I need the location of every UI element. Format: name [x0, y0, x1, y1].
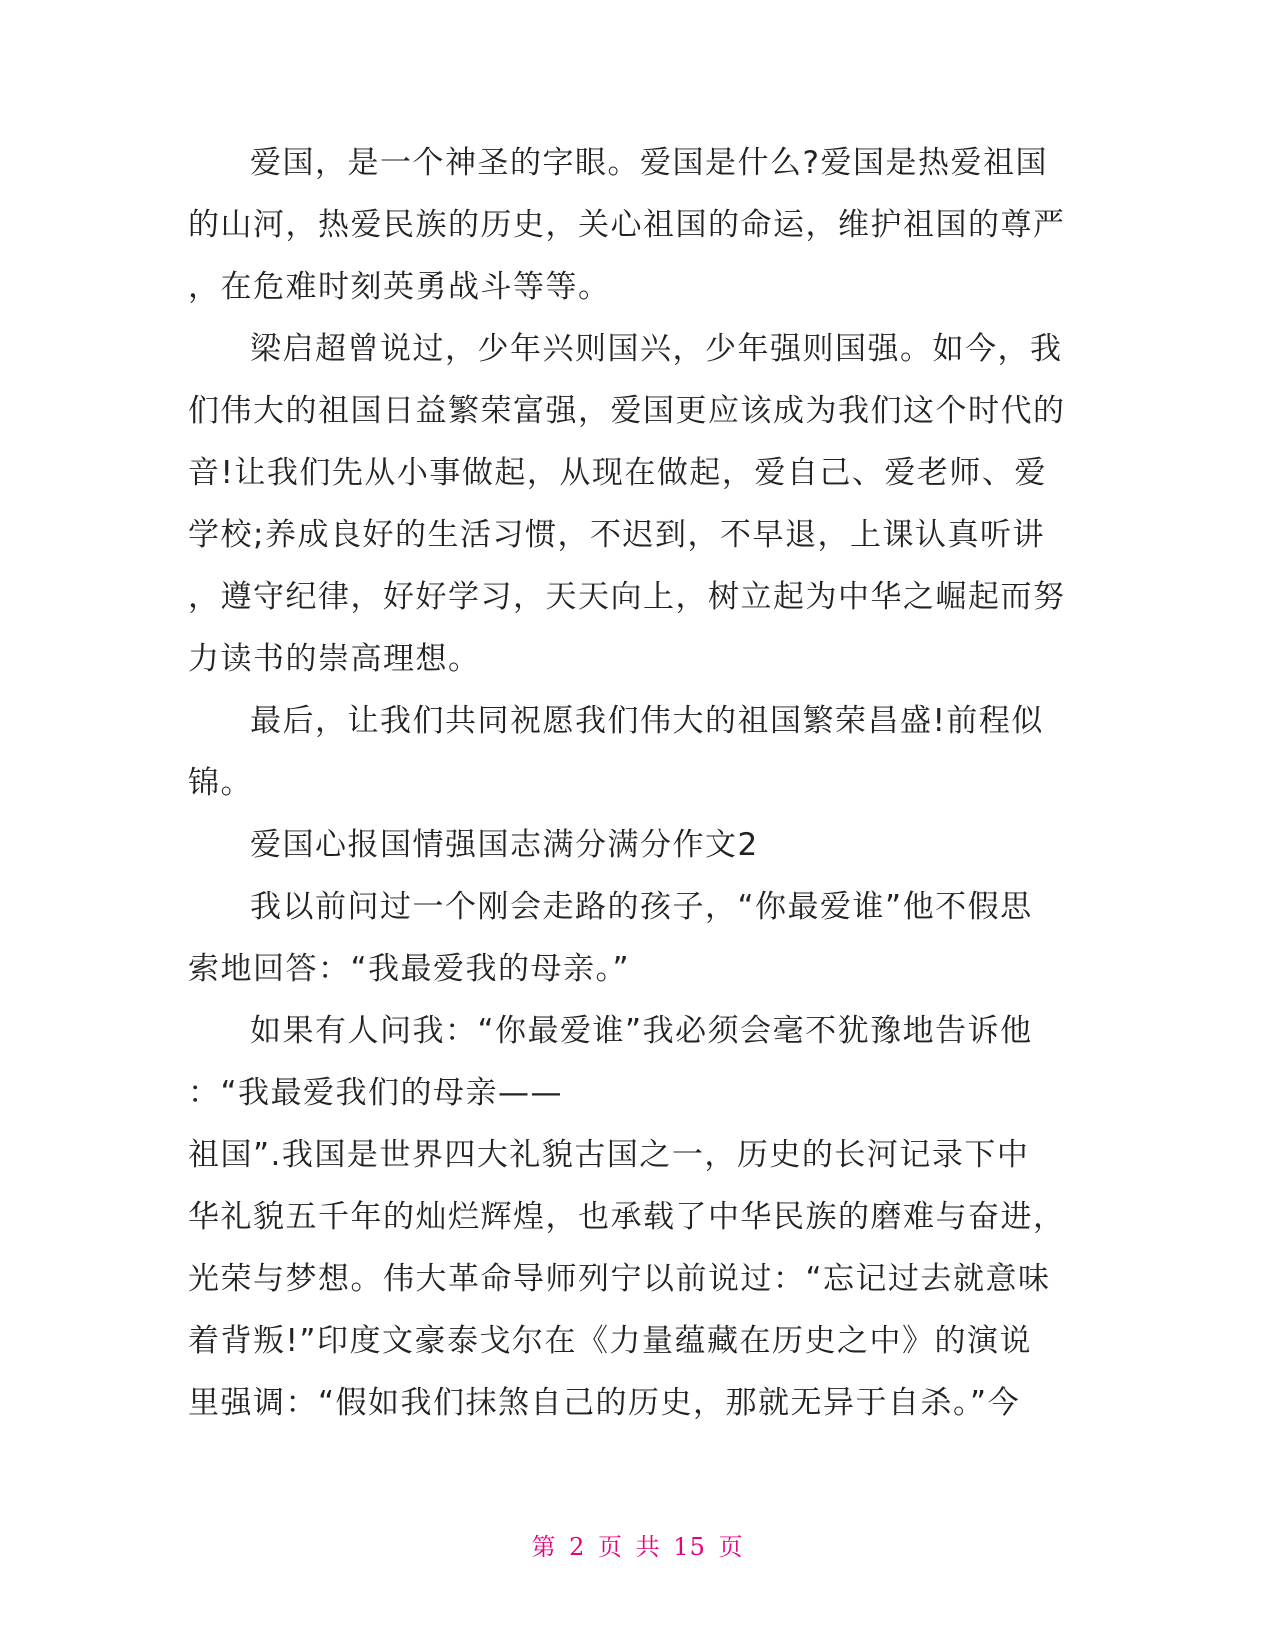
paragraph-line: 力读书的崇高理想。 — [188, 641, 481, 677]
paragraph-line: 索地回答：“我最爱我的母亲。” — [188, 951, 631, 987]
paragraph-line: 祖国”.我国是世界四大礼貌古国之一，历史的长河记录下中 — [188, 1137, 1030, 1173]
paragraph-line: ：“我最爱我们的母亲—— — [188, 1075, 564, 1111]
paragraph-line: ，在危难时刻英勇战斗等等。 — [188, 269, 611, 305]
paragraph-line: 梁启超曾说过，少年兴则国兴，少年强则国强。如今，我 — [250, 331, 1063, 367]
paragraph-line: 们伟大的祖国日益繁荣富强，爱国更应该成为我们这个时代的 — [188, 393, 1066, 429]
paragraph-line: 最后，让我们共同祝愿我们伟大的祖国繁荣昌盛!前程似 — [250, 703, 1044, 739]
paragraph-line: 爱国，是一个神圣的字眼。爱国是什么?爱国是热爱祖国 — [250, 145, 1048, 181]
paragraph-line: ，遵守纪律，好好学习，天天向上，树立起为中华之崛起而努 — [188, 579, 1066, 615]
paragraph-line: 着背叛!”印度文豪泰戈尔在《力量蕴藏在历史之中》的演说 — [188, 1323, 1032, 1359]
page-number-footer: 第 2 页 共 15 页 — [531, 1533, 744, 1561]
paragraph-line: 华礼貌五千年的灿烂辉煌，也承载了中华民族的磨难与奋进， — [188, 1199, 1066, 1235]
paragraph-line: 我以前问过一个刚会走路的孩子，“你最爱谁”他不假思 — [250, 889, 1033, 925]
paragraph-line: 学校;养成良好的生活习惯，不迟到，不早退，上课认真听讲 — [188, 517, 1045, 553]
paragraph-line: 的山河，热爱民族的历史，关心祖国的命运，维护祖国的尊严 — [188, 207, 1066, 243]
paragraph-line: 光荣与梦想。伟大革命导师列宁以前说过：“忘记过去就意味 — [188, 1261, 1051, 1297]
paragraph-line: 如果有人问我：“你最爱谁”我必须会毫不犹豫地告诉他 — [250, 1013, 1033, 1049]
paragraph-line: 音!让我们先从小事做起，从现在做起，爱自己、爱老师、爱 — [188, 455, 1047, 491]
paragraph-line: 里强调：“假如我们抹煞自己的历史，那就无异于自杀。”今 — [188, 1385, 1021, 1421]
paragraph-line: 锦。 — [188, 765, 253, 801]
section-heading: 爱国心报国情强国志满分满分作文2 — [250, 827, 759, 863]
